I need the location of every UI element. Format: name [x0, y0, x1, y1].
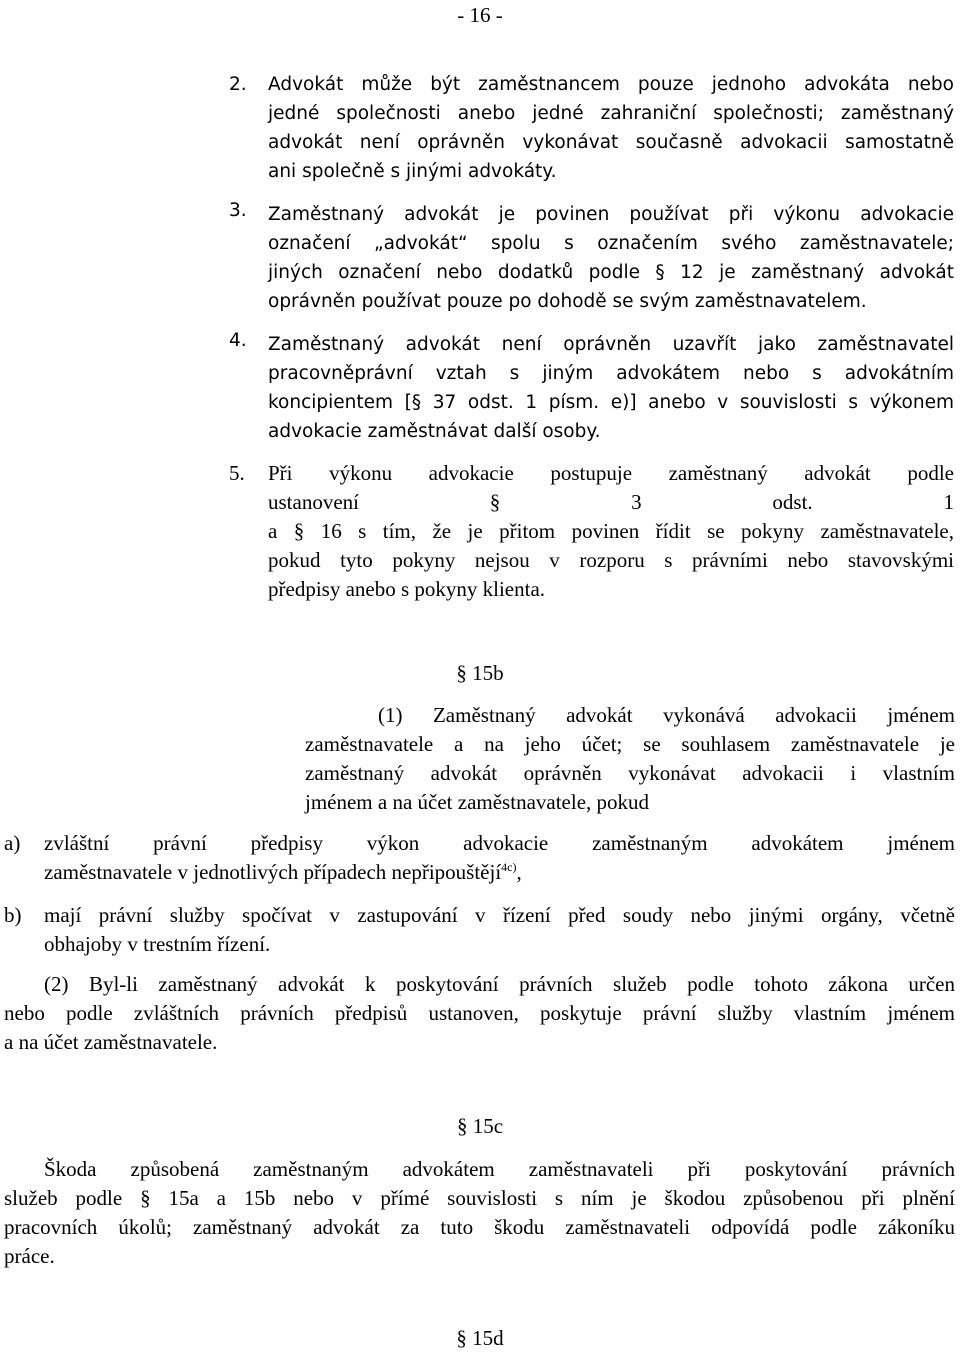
paragraph-line: Škoda způsobená zaměstnaným advokátem zaměstnavateli při poskytování právních — [44, 1157, 955, 1181]
list-item-text: zaměstnavatele v jednotlivých případech nepřipouštějí — [44, 860, 502, 884]
item-text-line: Advokát může být zaměstnancem pouze jednoho advokáta nebo — [268, 74, 954, 95]
item-text-line: koncipientem [§ 37 odst. 1 písm. e)] anebo v souvislosti s výkonem — [268, 392, 954, 413]
list-marker-b: b) — [4, 903, 22, 927]
list-item — [44, 829, 955, 887]
item-number: 3. — [229, 200, 247, 221]
item-text-line: předpisy anebo s pokyny klienta. — [268, 577, 546, 601]
paragraph-line: zaměstnavatele a na jeho účet; se souhlasem zaměstnavatele je — [305, 732, 955, 756]
item-text-line: označení „advokát“ spolu s označením svého zaměstnavatele; — [268, 233, 954, 254]
item-text-line: ustanovení § 3 odst. 1 — [268, 490, 954, 514]
item-text-line: Při výkonu advokacie postupuje zaměstnaný advokát podle — [268, 461, 954, 485]
item-number: 4. — [229, 330, 247, 351]
section-heading: § 15d — [456, 1326, 504, 1350]
list-item-line: mají právní služby spočívat v zastupování v řízení před soudy nebo jinými orgány, včetně — [44, 903, 955, 927]
item-text-line: advokacie zaměstnávat další osoby. — [268, 421, 601, 442]
paragraph-line: zaměstnaný advokát oprávněn vykonávat advokacii i vlastním — [305, 761, 955, 785]
paragraph-line: práce. — [4, 1244, 55, 1268]
paragraph-line: nebo podle zvláštních právních předpisů ustanoven, poskytuje právní služby vlastním jménem — [4, 1001, 955, 1025]
item-number: 5. — [229, 461, 245, 485]
paragraph-line: a na účet zaměstnavatele. — [4, 1030, 218, 1054]
item-text-line: a § 16 s tím, že je přitom povinen řídit se pokyny zaměstnavatele, — [268, 519, 954, 543]
list-item-punct: , — [516, 860, 522, 884]
item-text-line: jedné společnosti anebo jedné zahraniční společnosti; zaměstnaný — [268, 103, 954, 124]
item-text-line: Zaměstnaný advokát není oprávněn uzavřít jako zaměstnavatel — [268, 334, 954, 355]
list-item — [268, 70, 954, 186]
paragraph-line: služeb podle § 15a a 15b nebo v přímé souvislosti s ním je škodou způsobenou při plnění — [4, 1186, 955, 1210]
list-marker-a: a) — [4, 831, 21, 855]
item-text-line: pracovněprávní vztah s jiným advokátem nebo s advokátním — [268, 363, 954, 384]
footnote-ref: 4c) — [501, 860, 517, 874]
item-text-line: oprávněn používat pouze po dohodě se svým zaměstnavatelem. — [268, 291, 867, 312]
item-number: 2. — [229, 74, 247, 95]
item-text-line: advokát není oprávněn vykonávat současně advokacii samostatně — [268, 132, 954, 153]
section-heading: § 15c — [456, 1114, 504, 1138]
item-text-line: ani společně s jinými advokáty. — [268, 161, 557, 182]
paragraph-line: jménem a na účet zaměstnavatele, pokud — [305, 790, 650, 814]
list-item-line: zvláštní právní předpisy výkon advokacie zaměstnaným advokátem jménem — [44, 831, 955, 855]
paragraph-line: (2) Byl-li zaměstnaný advokát k poskytování právních služeb podle tohoto zákona určen — [44, 972, 955, 996]
section-heading: § 15b — [456, 661, 504, 685]
list-item — [268, 200, 954, 316]
list-item-line: obhajoby v trestním řízení. — [44, 932, 271, 956]
item-text-line: pokud tyto pokyny nejsou v rozporu s právními nebo stavovskými — [268, 548, 954, 572]
paragraph-line: (1) Zaměstnaný advokát vykonává advokacii jménem — [378, 703, 955, 727]
list-item-line — [44, 858, 955, 887]
page-number: - 16 - — [457, 3, 503, 27]
list-item — [268, 459, 954, 604]
paragraph — [4, 1155, 955, 1271]
paragraph — [305, 701, 955, 817]
item-text-line: Zaměstnaný advokát je povinen používat při výkonu advokacie — [268, 204, 954, 225]
list-item — [268, 330, 954, 446]
paragraph — [4, 970, 955, 1057]
paragraph-line: pracovních úkolů; zaměstnaný advokát za tuto škodu zaměstnavateli odpovídá podle zákoníku — [4, 1215, 955, 1239]
list-item — [44, 901, 955, 959]
item-text-line: jiných označení nebo dodatků podle § 12 je zaměstnaný advokát — [268, 262, 954, 283]
